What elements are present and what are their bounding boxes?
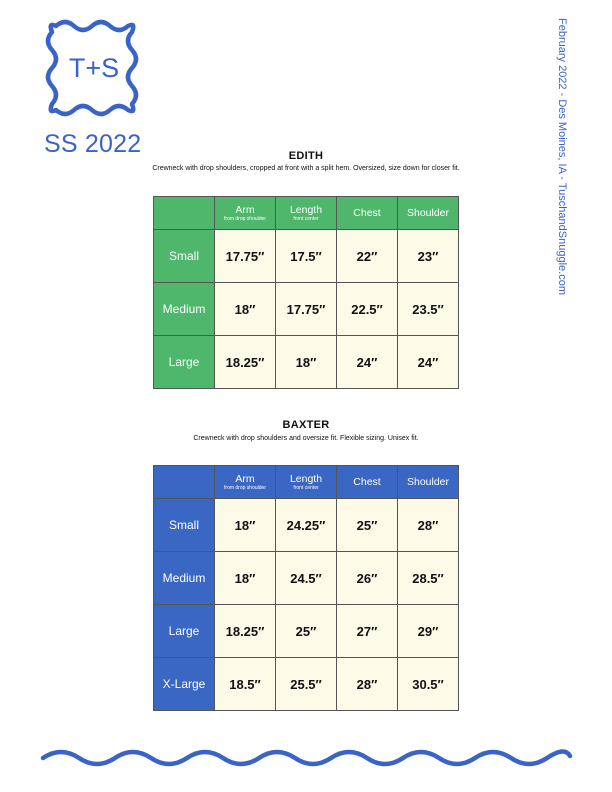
column-header-arm [215, 466, 276, 499]
table-cell: 18″ [215, 283, 276, 336]
table-cell: 18.25″ [215, 605, 276, 658]
size-table-baxter [153, 465, 459, 711]
column-label: Shoulder [406, 476, 450, 488]
row-header-size: Medium [154, 552, 215, 605]
column-label: Shoulder [406, 207, 450, 219]
table-row [154, 499, 459, 552]
column-sublabel: front center [293, 485, 319, 491]
table-cell: 29″ [398, 605, 459, 658]
product-description-baxter: Crewneck with drop shoulders and oversize fit. Flexible sizing. Unisex fit. [193, 435, 419, 442]
product-description-edith: Crewneck with drop shoulders, cropped at front with a split hem. Oversized, size down for closer fit. [152, 165, 460, 172]
column-header-shoulder [398, 466, 459, 499]
column-header-chest [337, 466, 398, 499]
logo-monogram: T+S [68, 53, 120, 83]
table-cell: 28″ [337, 658, 398, 711]
logo-stamp [44, 14, 144, 120]
size-table-edith [153, 196, 459, 389]
table-cell: 24.25″ [276, 499, 337, 552]
table-row [154, 283, 459, 336]
season-label: SS 2022 [44, 130, 142, 158]
table-row [154, 658, 459, 711]
column-label: Arm [235, 473, 255, 485]
corner-cell [154, 466, 215, 499]
table-cell: 28.5″ [398, 552, 459, 605]
column-header-arm [215, 197, 276, 230]
column-label: Chest [353, 476, 381, 488]
corner-cell [154, 197, 215, 230]
column-label: Chest [353, 207, 381, 219]
table-cell: 22.5″ [337, 283, 398, 336]
wave-divider-icon [40, 744, 574, 774]
row-header-size: Small [154, 230, 215, 283]
product-title-edith: EDITH [288, 150, 324, 162]
table-cell: 17.5″ [276, 230, 337, 283]
table-row [154, 552, 459, 605]
column-sublabel: front center [293, 216, 319, 222]
column-sublabel: from drop shoulder [224, 485, 266, 491]
table-cell: 18″ [215, 552, 276, 605]
table-cell: 30.5″ [398, 658, 459, 711]
table-cell: 17.75″ [276, 283, 337, 336]
table-row [154, 605, 459, 658]
table-cell: 23″ [398, 230, 459, 283]
table-row [154, 336, 459, 389]
table-cell: 24.5″ [276, 552, 337, 605]
column-label: Length [289, 204, 323, 216]
table-cell: 24″ [337, 336, 398, 389]
column-header-shoulder [398, 197, 459, 230]
table-cell: 25″ [276, 605, 337, 658]
table-cell: 18″ [276, 336, 337, 389]
table-cell: 26″ [337, 552, 398, 605]
table-cell: 22″ [337, 230, 398, 283]
column-label: Length [289, 473, 323, 485]
table-cell: 17.75″ [215, 230, 276, 283]
column-label: Arm [235, 204, 255, 216]
table-cell: 18″ [215, 499, 276, 552]
table-header-row [154, 197, 459, 230]
column-sublabel: from drop shoulder [224, 216, 266, 222]
table-cell: 24″ [398, 336, 459, 389]
row-header-size: X-Large [154, 658, 215, 711]
row-header-size: Large [154, 336, 215, 389]
product-title-baxter: BAXTER [282, 419, 330, 431]
column-header-length [276, 466, 337, 499]
row-header-size: Large [154, 605, 215, 658]
column-header-chest [337, 197, 398, 230]
table-cell: 25″ [337, 499, 398, 552]
table-row [154, 230, 459, 283]
table-header-row [154, 466, 459, 499]
table-cell: 18.25″ [215, 336, 276, 389]
table-cell: 25.5″ [276, 658, 337, 711]
row-header-size: Small [154, 499, 215, 552]
table-cell: 18.5″ [215, 658, 276, 711]
table-cell: 23.5″ [398, 283, 459, 336]
column-header-length [276, 197, 337, 230]
side-info-text: February 2022 - Des Moines, IA - TuschandSnuggle.com [556, 18, 568, 295]
table-cell: 28″ [398, 499, 459, 552]
row-header-size: Medium [154, 283, 215, 336]
table-cell: 27″ [337, 605, 398, 658]
